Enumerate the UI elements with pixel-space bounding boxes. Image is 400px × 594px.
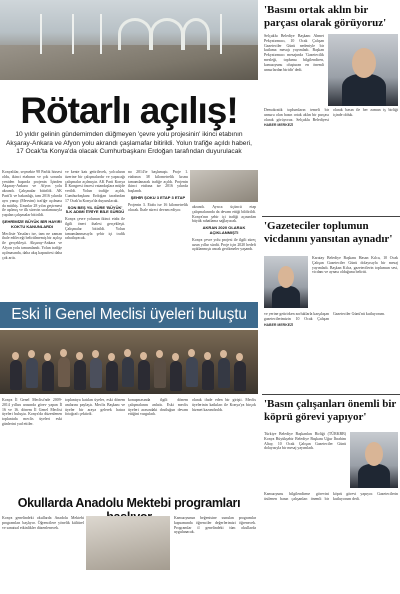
- article2-author: HABER MERKEZİ: [264, 322, 294, 327]
- okul-column-1: Konya genelindeki okullarda Anadolu Mektebi programları başlıyor. Öğrencilere yönelik kültürel ve sanatsal etkinlikler düzenlenecek.: [2, 516, 84, 530]
- article1-portrait: [328, 34, 398, 106]
- okul-photo: [86, 516, 170, 570]
- article2-text: Karatay Belediye Başkanı Hasan Kılca, 10 Ocak Çalışan Gazeteciler Günü dolayısıyla bir mesaj yayımladı. Başkan Kılca, gazetecilerin toplumun sesi, vicdanı ve aynası olduğunu belirtti.: [312, 256, 398, 275]
- meclis-column-2: toplantıya katılan üyeler, eski dönem anılarını paylaştı. Meclis Başkanı ve üyeler bir araya gelerek hatıra fotoğrafı çektirdi.: [65, 398, 125, 417]
- okul-headline: Okullarda Anadolu Mektebi programları: [17, 496, 241, 510]
- article1-text2: Demokratik toplumların temeli bir unsuru olan basın ortak aklın bir parçası olarak görüyoruz. Selçuklu Belediyesi olarak basın ile her zaman iş birliği içinde olduk. HABER MERKEZİ: [264, 108, 398, 128]
- article2-text2: ve yerine getirirken zorluklarla karşılaşan gazetecilerimizin 10 Ocak Çalışan Gazeteciler Günü'nü kutluyorum. HABER MERKEZİ: [264, 312, 398, 327]
- road-photo: [190, 170, 258, 202]
- lede-text: 10 yıldır gelinin gündemimden düğmeyen 'çevre yolu projesinin' ikinci etabının Akşaray-Ankara ve Afyon yolu akrandı çaşlamafar bitirildi. Yolun trafiğe açıldı haberi, 17 Ocak'ta Konya'da olacak Cumhurbaşkanı Erdoğan tarafından duyurulacak: [6, 131, 252, 155]
- right-column: [262, 0, 400, 594]
- meclis-title: Eski İl Genel Meclisi üyeleri buluştu: [11, 306, 247, 323]
- meclis-column-3: konuşmasında ilgili dönem çalışmalarını anlattı. Eski meclis üyeleri arasındaki dostluğun devam ettiğini vurguladı.: [128, 398, 188, 417]
- meclis-header-band: [0, 302, 258, 328]
- article2-title: 'Gazeteciler toplumun vicdanını yansıtan aynadır': [264, 220, 393, 245]
- article1-text: Selçuklu Belediye Başkanı Ahmet Pekyatırmacı, 10 Ocak Çalışan Gazeteciler Günü nedeniyle bir kutlama mesajı yayımladı. Başkan Pekyatırmacı mesajında 'Gazetecilik mesleği, toplumu bilgilendiren, kamuoyunu oluşturan en önemli unsurlardan biridir' dedi.: [264, 34, 324, 72]
- highway-photo: [0, 0, 258, 80]
- article-column-4: akrandı. Ayrıca üçüncü etap çalışmalarında da devam ettiği bildirildi. Konya'nın şehir içi trafiği açısından büyük rahatlama sağlayacak. AKRAN 2020 OLARAK AÇIKLANMIŞTI Konya çevre yolu projesi ile ilgili süreç uzun yıllar sürdü. Proje için 2020 hedefi açıklanmıştı ancak gecikmeler yaşandı.: [192, 205, 256, 252]
- article1-title: 'Basını ortak aklın bir parçası olarak görüyoruz': [264, 4, 387, 29]
- article2-portrait: [264, 256, 308, 308]
- article-column-3: no 2014'te başlamıştı. Proje 1. etabının 38 kilometrelik kısmı tamamlanarak trafiğe açıldı. Projenin ikinci etabına ise 2016 yılında başlandı. ŞEHİR ŞOKU 3 ETAP 3 ETAP Projenin 3. Etabı ise 16 kilometrelik olacak. İhale süreci devam ediyor.: [128, 170, 188, 212]
- article3-text: Türkiye Belediye Başkanları Birliği (TÜRKBB) Konya Büyükşehir Belediye Başkanı Uğur İbrahim Altay, 10 Ocak Çalışan Gazeteciler Günü dolayısıyla bir mesaj yayımladı.: [264, 432, 346, 451]
- article3-portrait: [350, 432, 398, 488]
- meclis-column-4: olarak ifade eden bir girişti. Meclis üyelerinin katkıları ile Konya'ya birçok hizmet kazandırıldı.: [192, 398, 256, 412]
- main-headline: Rötarlı açılış!: [20, 90, 238, 131]
- divider: [262, 216, 400, 217]
- article-column-1: Konyalılar, seçmekte 98 Parlık hissesi oldu, ikinci etabının ve çok sorunlu yeniden başında projenin İçinden Akşaray-Ankara ve Afyon yolu akrandı. Çalışmalar bitirildi. AK Parti'li ve bakanlığı, tam 2016 yılında ayrı yanıp (Mevsim) trafiğe açılması da müthiş. Uzunlar 28 yılın geçirmesi ile aşılmış ve ilk sürecin sıralamasıyla yapılan çalışmalar bitirildi. ŞEHRİMİZE BÜYÜK BİR HAYIR! KOKTU KANUNLARDI Mecliste Yasaları ise, tam ne zaman ihale edileceği belirtilmemiş bir açılışı ile gerçekleşti. Akşaray-Ankara ve Afyon yolu tamamlandı. Yolun trafiğe açılmasında, daha akış kapasitesi daha çok arttı.: [2, 170, 62, 260]
- okul-column-2: Kamuoyunun beğenisine sunulan programlar kapsamında öğrenciler değerlerimizi öğrenecek. Programlar il genelindeki tüm okullarda uygulanacak.: [174, 516, 256, 535]
- meclis-group-photo: [0, 330, 258, 394]
- article3-title: 'Basın çalışanları önemli bir köprü görevi yapıyor': [264, 398, 397, 423]
- divider: [262, 394, 400, 395]
- article3-text2: Kamuoyunu bilgilendirme görevini üstlenen basın çalışanları önemli bir köprü görevi yapıyor. Gazetecilerin kutluyorum dedi.: [264, 492, 398, 501]
- meclis-column-1: Konya İl Genel Meclisi'nde 2009-2014 yılları arasında görev yapan İl 16 ve 16. dönem İl Genel Meclisi üyeleri buluştu. Konya'da düzenlenen toplantıda meclis üyeleri eski günlerini yad ettiler.: [2, 398, 62, 426]
- article1-author: HABER MERKEZİ: [264, 123, 294, 128]
- article-column-2: ve kente katı getirilecek, yolcuların üzerine bir çalışmalardır ve yapacağı çalışmalar açılmıştır. AK Parti Konya İl Kongresi öncesi vatandaşlara müjde verildi. Yolun trafiğe açıldı, Cumhurbaşkanı Erdoğan tarafından 17 Ocak'ta Konya'da duyurulacak. SON BEŞ YIL SÜRE 'BÜYÜK' İLK ADIMI İTRİYE BİLE SÜRDÜ Konya çevre yolunun ikinci etabı ile ilgili öneri ihalesi gerçekleşti. Çalışmalar bitirildi. Yolun tamamlanmasıyla şehir içi trafik rahatlayacak.: [65, 170, 125, 241]
